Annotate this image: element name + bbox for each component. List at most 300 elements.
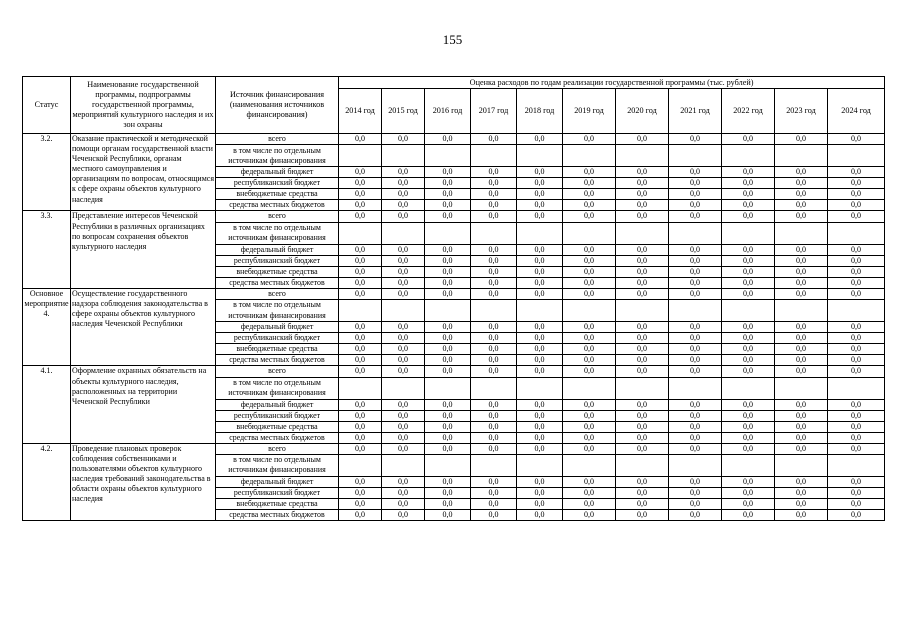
- row-status: 4.1.: [23, 366, 71, 443]
- value-cell: 0,0: [382, 355, 425, 366]
- value-cell: 0,0: [517, 288, 563, 299]
- value-cell: 0,0: [517, 134, 563, 145]
- value-cell: 0,0: [563, 499, 616, 510]
- value-cell: 0,0: [517, 499, 563, 510]
- value-cell: [828, 454, 885, 476]
- value-cell: 0,0: [563, 211, 616, 222]
- value-cell: [339, 222, 382, 244]
- header-year: 2016 год: [425, 89, 471, 134]
- value-cell: 0,0: [616, 189, 669, 200]
- value-cell: 0,0: [722, 443, 775, 454]
- value-cell: 0,0: [471, 134, 517, 145]
- value-cell: 0,0: [382, 432, 425, 443]
- row-source: республиканский бюджет: [216, 178, 339, 189]
- value-cell: 0,0: [339, 244, 382, 255]
- value-cell: 0,0: [616, 288, 669, 299]
- value-cell: 0,0: [382, 410, 425, 421]
- value-cell: [382, 145, 425, 167]
- value-cell: 0,0: [382, 211, 425, 222]
- value-cell: [471, 222, 517, 244]
- value-cell: [775, 300, 828, 322]
- value-cell: 0,0: [828, 211, 885, 222]
- value-cell: 0,0: [425, 211, 471, 222]
- value-cell: 0,0: [382, 510, 425, 521]
- value-cell: 0,0: [425, 410, 471, 421]
- value-cell: 0,0: [775, 443, 828, 454]
- value-cell: 0,0: [471, 399, 517, 410]
- value-cell: 0,0: [563, 410, 616, 421]
- value-cell: 0,0: [722, 366, 775, 377]
- value-cell: [616, 454, 669, 476]
- value-cell: [339, 377, 382, 399]
- value-cell: 0,0: [828, 476, 885, 487]
- value-cell: 0,0: [471, 355, 517, 366]
- row-source: в том числе по отдельным источникам финансирования: [216, 300, 339, 322]
- row-source: средства местных бюджетов: [216, 355, 339, 366]
- value-cell: 0,0: [616, 178, 669, 189]
- value-cell: 0,0: [517, 366, 563, 377]
- value-cell: [339, 454, 382, 476]
- value-cell: 0,0: [722, 510, 775, 521]
- row-status: 3.2.: [23, 134, 71, 211]
- row-source: федеральный бюджет: [216, 476, 339, 487]
- value-cell: 0,0: [382, 344, 425, 355]
- value-cell: 0,0: [669, 421, 722, 432]
- value-cell: 0,0: [722, 266, 775, 277]
- value-cell: 0,0: [471, 277, 517, 288]
- value-cell: 0,0: [471, 432, 517, 443]
- value-cell: 0,0: [517, 476, 563, 487]
- value-cell: 0,0: [775, 488, 828, 499]
- value-cell: 0,0: [517, 344, 563, 355]
- value-cell: 0,0: [517, 355, 563, 366]
- value-cell: [563, 454, 616, 476]
- value-cell: [563, 222, 616, 244]
- value-cell: 0,0: [471, 488, 517, 499]
- value-cell: 0,0: [339, 211, 382, 222]
- value-cell: 0,0: [722, 476, 775, 487]
- budget-table: [22, 76, 885, 521]
- value-cell: [616, 145, 669, 167]
- table-row: [23, 366, 885, 377]
- value-cell: 0,0: [669, 499, 722, 510]
- value-cell: 0,0: [517, 167, 563, 178]
- value-cell: 0,0: [669, 443, 722, 454]
- value-cell: 0,0: [828, 432, 885, 443]
- value-cell: [669, 454, 722, 476]
- value-cell: 0,0: [775, 333, 828, 344]
- value-cell: 0,0: [425, 288, 471, 299]
- value-cell: 0,0: [616, 421, 669, 432]
- value-cell: 0,0: [382, 322, 425, 333]
- value-cell: 0,0: [616, 333, 669, 344]
- value-cell: 0,0: [616, 244, 669, 255]
- value-cell: 0,0: [616, 399, 669, 410]
- value-cell: 0,0: [722, 277, 775, 288]
- value-cell: 0,0: [425, 200, 471, 211]
- value-cell: 0,0: [669, 510, 722, 521]
- value-cell: 0,0: [828, 277, 885, 288]
- value-cell: 0,0: [828, 355, 885, 366]
- header-year: 2018 год: [517, 89, 563, 134]
- value-cell: [828, 222, 885, 244]
- value-cell: 0,0: [669, 167, 722, 178]
- row-source: федеральный бюджет: [216, 399, 339, 410]
- value-cell: [616, 300, 669, 322]
- value-cell: 0,0: [517, 333, 563, 344]
- value-cell: 0,0: [775, 421, 828, 432]
- value-cell: 0,0: [425, 178, 471, 189]
- value-cell: 0,0: [775, 266, 828, 277]
- value-cell: 0,0: [382, 200, 425, 211]
- value-cell: 0,0: [722, 355, 775, 366]
- row-source: внебюджетные средства: [216, 499, 339, 510]
- value-cell: 0,0: [775, 178, 828, 189]
- value-cell: [563, 377, 616, 399]
- value-cell: 0,0: [471, 211, 517, 222]
- value-cell: 0,0: [669, 277, 722, 288]
- row-status: 3.3.: [23, 211, 71, 288]
- value-cell: 0,0: [616, 476, 669, 487]
- value-cell: [722, 377, 775, 399]
- value-cell: 0,0: [425, 189, 471, 200]
- value-cell: 0,0: [425, 421, 471, 432]
- value-cell: 0,0: [339, 178, 382, 189]
- value-cell: 0,0: [828, 333, 885, 344]
- value-cell: 0,0: [669, 366, 722, 377]
- row-name: Оказание практической и методической помощи органам государственной власти Чеченской Республики, органам местного самоуправления и организациям по вопросам, относящимся к сфере охраны объектов культурного наследия: [71, 134, 216, 211]
- row-name: Проведение плановых проверок соблюдения собственниками и пользователями объектов культурного наследия требований законодательства в области охраны объектов культурного наследия: [71, 443, 216, 520]
- value-cell: 0,0: [828, 178, 885, 189]
- value-cell: 0,0: [563, 443, 616, 454]
- value-cell: [382, 300, 425, 322]
- header-year: 2020 год: [616, 89, 669, 134]
- value-cell: 0,0: [616, 322, 669, 333]
- value-cell: 0,0: [382, 366, 425, 377]
- value-cell: 0,0: [616, 366, 669, 377]
- value-cell: 0,0: [775, 167, 828, 178]
- value-cell: 0,0: [382, 333, 425, 344]
- value-cell: [616, 377, 669, 399]
- value-cell: [669, 377, 722, 399]
- value-cell: 0,0: [616, 266, 669, 277]
- value-cell: 0,0: [517, 178, 563, 189]
- header-name: Наименование государственной программы, подпрограммы государственной программы, мероприятий культурного наследия и их зон охраны: [71, 77, 216, 134]
- value-cell: 0,0: [339, 134, 382, 145]
- value-cell: 0,0: [775, 255, 828, 266]
- value-cell: 0,0: [339, 410, 382, 421]
- header-year: 2024 год: [828, 89, 885, 134]
- value-cell: 0,0: [775, 399, 828, 410]
- value-cell: 0,0: [382, 443, 425, 454]
- value-cell: 0,0: [669, 333, 722, 344]
- row-source: внебюджетные средства: [216, 344, 339, 355]
- header-year: 2022 год: [722, 89, 775, 134]
- value-cell: [471, 300, 517, 322]
- value-cell: 0,0: [339, 288, 382, 299]
- value-cell: 0,0: [563, 178, 616, 189]
- row-name: Представление интересов Чеченской Республики в различных организациях по вопросам сохранения объектов культурного наследия: [71, 211, 216, 288]
- value-cell: 0,0: [669, 410, 722, 421]
- value-cell: 0,0: [616, 167, 669, 178]
- header-estimate: Оценка расходов по годам реализации государственной программы (тыс. рублей): [339, 77, 885, 89]
- value-cell: [425, 300, 471, 322]
- value-cell: 0,0: [517, 432, 563, 443]
- row-source: средства местных бюджетов: [216, 510, 339, 521]
- value-cell: [722, 222, 775, 244]
- value-cell: [517, 145, 563, 167]
- value-cell: 0,0: [828, 322, 885, 333]
- value-cell: 0,0: [722, 399, 775, 410]
- row-source: в том числе по отдельным источникам финансирования: [216, 145, 339, 167]
- value-cell: 0,0: [471, 476, 517, 487]
- value-cell: 0,0: [517, 255, 563, 266]
- value-cell: [382, 377, 425, 399]
- value-cell: 0,0: [669, 266, 722, 277]
- value-cell: 0,0: [722, 211, 775, 222]
- value-cell: 0,0: [563, 421, 616, 432]
- value-cell: 0,0: [616, 200, 669, 211]
- value-cell: 0,0: [563, 355, 616, 366]
- value-cell: 0,0: [775, 288, 828, 299]
- value-cell: 0,0: [382, 178, 425, 189]
- value-cell: 0,0: [669, 255, 722, 266]
- value-cell: 0,0: [425, 399, 471, 410]
- value-cell: 0,0: [471, 366, 517, 377]
- value-cell: 0,0: [669, 355, 722, 366]
- value-cell: 0,0: [669, 322, 722, 333]
- value-cell: 0,0: [517, 200, 563, 211]
- row-source: республиканский бюджет: [216, 255, 339, 266]
- value-cell: 0,0: [669, 476, 722, 487]
- value-cell: 0,0: [828, 443, 885, 454]
- header-year: 2021 год: [669, 89, 722, 134]
- value-cell: 0,0: [425, 333, 471, 344]
- value-cell: 0,0: [471, 189, 517, 200]
- header-year: 2017 год: [471, 89, 517, 134]
- value-cell: 0,0: [382, 488, 425, 499]
- value-cell: 0,0: [382, 244, 425, 255]
- value-cell: 0,0: [517, 421, 563, 432]
- page-number: 155: [442, 32, 463, 47]
- value-cell: 0,0: [722, 178, 775, 189]
- value-cell: 0,0: [425, 255, 471, 266]
- table-row: [23, 134, 885, 145]
- value-cell: 0,0: [339, 200, 382, 211]
- value-cell: 0,0: [563, 134, 616, 145]
- value-cell: 0,0: [471, 266, 517, 277]
- value-cell: [775, 454, 828, 476]
- value-cell: 0,0: [471, 333, 517, 344]
- value-cell: 0,0: [775, 499, 828, 510]
- value-cell: 0,0: [382, 399, 425, 410]
- value-cell: 0,0: [425, 366, 471, 377]
- value-cell: 0,0: [828, 167, 885, 178]
- value-cell: [339, 145, 382, 167]
- value-cell: 0,0: [616, 510, 669, 521]
- value-cell: 0,0: [517, 189, 563, 200]
- value-cell: 0,0: [828, 244, 885, 255]
- value-cell: 0,0: [339, 366, 382, 377]
- value-cell: 0,0: [382, 266, 425, 277]
- value-cell: 0,0: [722, 410, 775, 421]
- value-cell: 0,0: [339, 499, 382, 510]
- value-cell: 0,0: [722, 134, 775, 145]
- value-cell: 0,0: [616, 344, 669, 355]
- value-cell: [339, 300, 382, 322]
- value-cell: 0,0: [775, 277, 828, 288]
- header-year: 2015 год: [382, 89, 425, 134]
- value-cell: 0,0: [425, 134, 471, 145]
- value-cell: 0,0: [425, 344, 471, 355]
- table-header: [23, 77, 885, 134]
- value-cell: 0,0: [471, 344, 517, 355]
- value-cell: 0,0: [339, 167, 382, 178]
- value-cell: 0,0: [339, 344, 382, 355]
- value-cell: [669, 145, 722, 167]
- value-cell: 0,0: [517, 322, 563, 333]
- row-source: в том числе по отдельным источникам финансирования: [216, 454, 339, 476]
- value-cell: 0,0: [425, 510, 471, 521]
- value-cell: 0,0: [382, 189, 425, 200]
- row-source: всего: [216, 288, 339, 299]
- value-cell: [471, 377, 517, 399]
- value-cell: 0,0: [517, 277, 563, 288]
- row-status: Основное мероприятие 4.: [23, 288, 71, 365]
- value-cell: 0,0: [563, 333, 616, 344]
- value-cell: 0,0: [563, 244, 616, 255]
- row-source: в том числе по отдельным источникам финансирования: [216, 377, 339, 399]
- value-cell: [722, 145, 775, 167]
- value-cell: 0,0: [382, 134, 425, 145]
- value-cell: 0,0: [339, 399, 382, 410]
- value-cell: 0,0: [669, 244, 722, 255]
- value-cell: 0,0: [669, 189, 722, 200]
- row-source: внебюджетные средства: [216, 266, 339, 277]
- value-cell: 0,0: [722, 432, 775, 443]
- value-cell: 0,0: [471, 178, 517, 189]
- row-source: внебюджетные средства: [216, 421, 339, 432]
- row-status: 4.2.: [23, 443, 71, 520]
- value-cell: 0,0: [471, 255, 517, 266]
- row-source: федеральный бюджет: [216, 322, 339, 333]
- value-cell: 0,0: [339, 255, 382, 266]
- value-cell: 0,0: [775, 211, 828, 222]
- value-cell: 0,0: [339, 432, 382, 443]
- value-cell: [563, 145, 616, 167]
- value-cell: [828, 377, 885, 399]
- value-cell: 0,0: [616, 355, 669, 366]
- value-cell: [471, 454, 517, 476]
- value-cell: 0,0: [616, 255, 669, 266]
- value-cell: 0,0: [339, 443, 382, 454]
- value-cell: 0,0: [722, 288, 775, 299]
- value-cell: 0,0: [471, 288, 517, 299]
- value-cell: [517, 377, 563, 399]
- value-cell: 0,0: [471, 244, 517, 255]
- value-cell: 0,0: [563, 322, 616, 333]
- value-cell: 0,0: [722, 189, 775, 200]
- value-cell: 0,0: [517, 410, 563, 421]
- value-cell: 0,0: [382, 499, 425, 510]
- value-cell: 0,0: [563, 488, 616, 499]
- value-cell: 0,0: [722, 322, 775, 333]
- value-cell: 0,0: [382, 476, 425, 487]
- value-cell: 0,0: [828, 134, 885, 145]
- value-cell: [775, 377, 828, 399]
- value-cell: 0,0: [339, 266, 382, 277]
- value-cell: [517, 222, 563, 244]
- value-cell: 0,0: [722, 499, 775, 510]
- header-source: Источник финансирования (наименования источников финансирования): [216, 77, 339, 134]
- value-cell: 0,0: [425, 476, 471, 487]
- row-source: всего: [216, 134, 339, 145]
- value-cell: 0,0: [828, 344, 885, 355]
- value-cell: 0,0: [339, 322, 382, 333]
- value-cell: [425, 222, 471, 244]
- row-source: федеральный бюджет: [216, 167, 339, 178]
- value-cell: 0,0: [828, 510, 885, 521]
- value-cell: 0,0: [471, 167, 517, 178]
- value-cell: 0,0: [382, 277, 425, 288]
- value-cell: 0,0: [339, 488, 382, 499]
- row-name: Осуществление государственного надзора соблюдения законодательства в сфере охраны объектов культурного наследия Чеченской Республики: [71, 288, 216, 365]
- row-source: в том числе по отдельным источникам финансирования: [216, 222, 339, 244]
- value-cell: 0,0: [563, 200, 616, 211]
- value-cell: 0,0: [775, 355, 828, 366]
- value-cell: 0,0: [425, 488, 471, 499]
- value-cell: 0,0: [669, 211, 722, 222]
- value-cell: 0,0: [471, 200, 517, 211]
- value-cell: [517, 300, 563, 322]
- value-cell: 0,0: [517, 443, 563, 454]
- value-cell: 0,0: [669, 399, 722, 410]
- value-cell: 0,0: [775, 200, 828, 211]
- row-source: федеральный бюджет: [216, 244, 339, 255]
- value-cell: 0,0: [828, 366, 885, 377]
- value-cell: 0,0: [517, 399, 563, 410]
- value-cell: 0,0: [722, 167, 775, 178]
- row-source: республиканский бюджет: [216, 410, 339, 421]
- value-cell: 0,0: [425, 355, 471, 366]
- value-cell: 0,0: [828, 200, 885, 211]
- value-cell: [669, 300, 722, 322]
- value-cell: 0,0: [775, 244, 828, 255]
- value-cell: 0,0: [339, 189, 382, 200]
- value-cell: 0,0: [425, 499, 471, 510]
- value-cell: 0,0: [382, 421, 425, 432]
- value-cell: 0,0: [616, 211, 669, 222]
- value-cell: 0,0: [722, 333, 775, 344]
- value-cell: 0,0: [828, 499, 885, 510]
- row-source: республиканский бюджет: [216, 488, 339, 499]
- value-cell: 0,0: [775, 476, 828, 487]
- row-name: Оформление охранных обязательств на объекты культурного наследия, расположенных на территории Чеченской Республики: [71, 366, 216, 443]
- value-cell: 0,0: [425, 443, 471, 454]
- value-cell: 0,0: [669, 344, 722, 355]
- value-cell: 0,0: [828, 399, 885, 410]
- value-cell: 0,0: [828, 255, 885, 266]
- value-cell: 0,0: [828, 421, 885, 432]
- value-cell: [775, 222, 828, 244]
- value-cell: 0,0: [616, 277, 669, 288]
- value-cell: [517, 454, 563, 476]
- value-cell: 0,0: [616, 443, 669, 454]
- value-cell: 0,0: [563, 255, 616, 266]
- value-cell: 0,0: [669, 134, 722, 145]
- value-cell: 0,0: [471, 322, 517, 333]
- header-year: 2014 год: [339, 89, 382, 134]
